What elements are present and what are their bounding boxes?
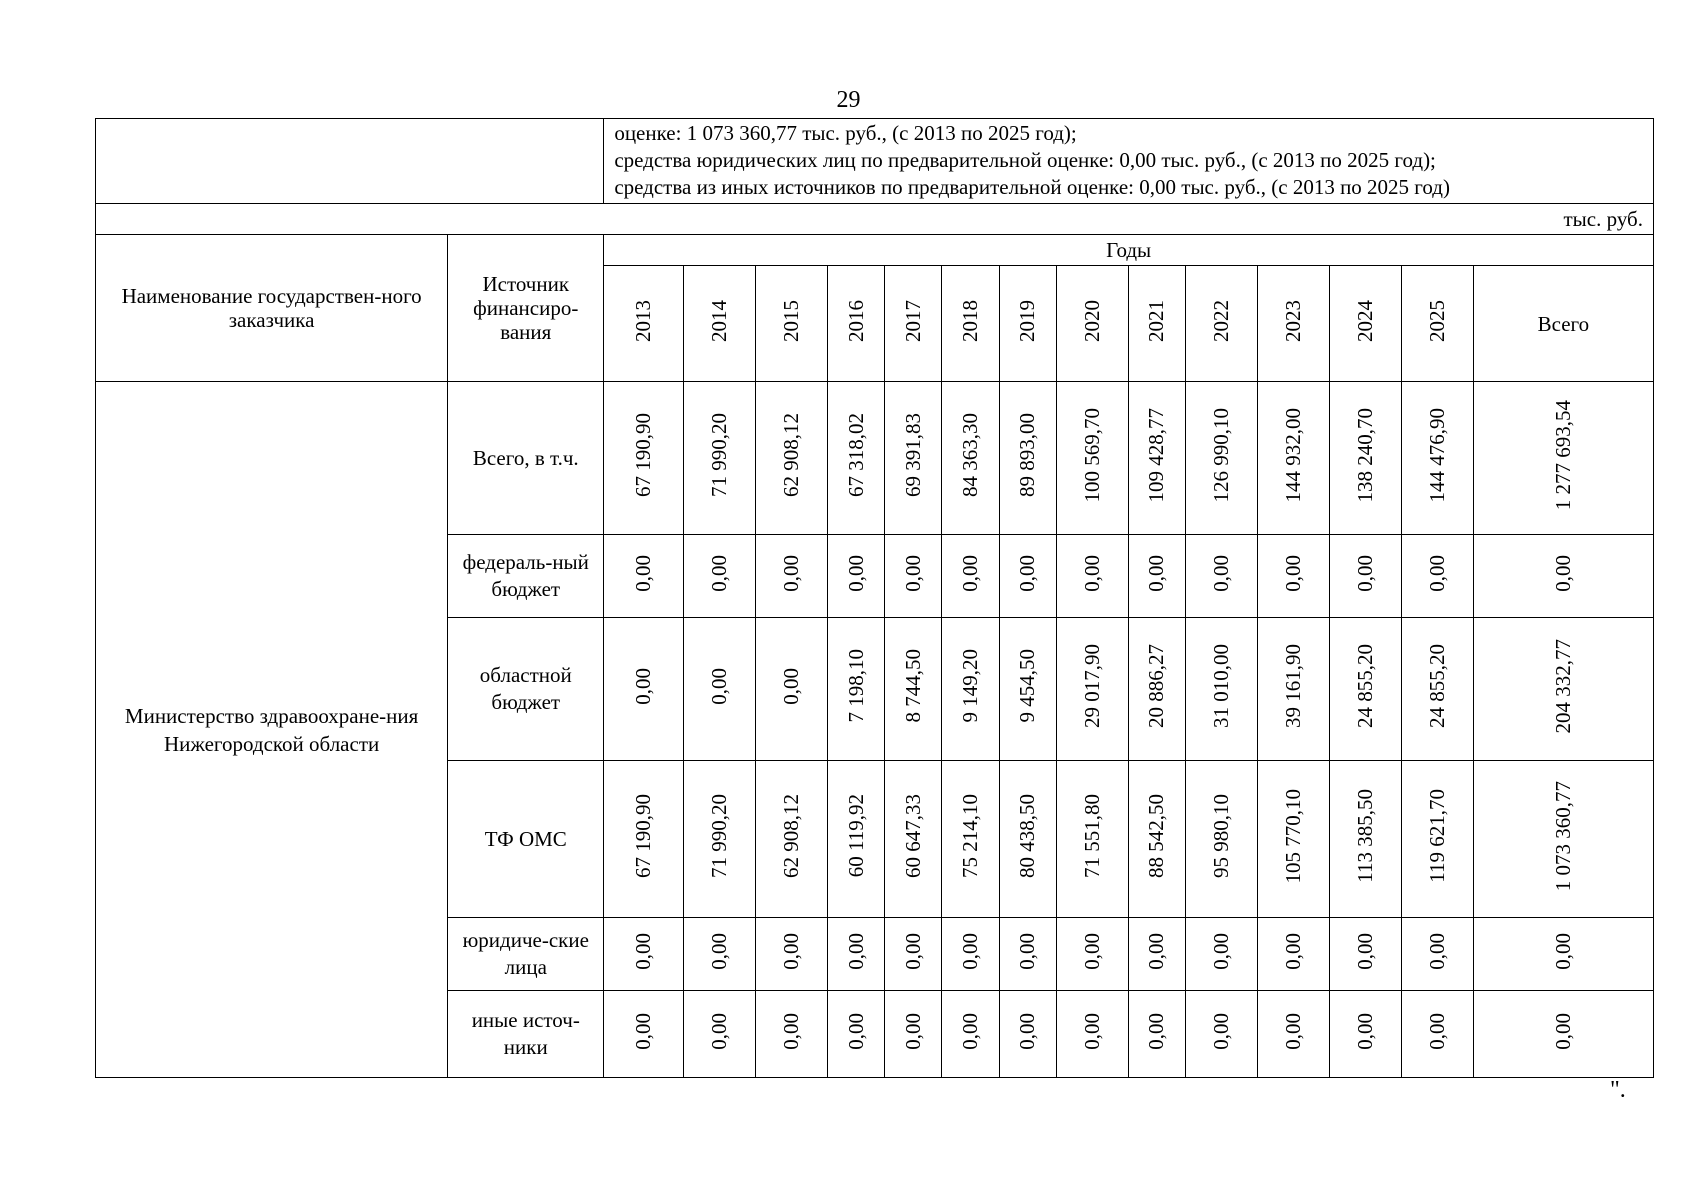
value-text: 24 855,20 [1424,644,1449,728]
unit-row [96,204,1654,235]
value-cell [1128,918,1185,991]
customer-name: Министерство здравоохране-ния Нижегородской области [96,382,448,1078]
total-value: 0,00 [1550,932,1575,970]
value-text: 109 428,77 [1144,407,1169,503]
intro-line: средства из иных источников по предварительной оценке: 0,00 тыс. руб., (с 2013 по 2025 год) [614,175,1450,199]
value-text: 75 214,10 [958,794,982,878]
value-text: 138 240,70 [1352,407,1377,503]
year-label: 2019 [1015,299,1040,342]
source-column-header: Источник финансиро-вания [448,235,604,382]
total-value: 0,00 [1550,554,1575,592]
year-label: 2015 [779,299,804,342]
value-cell [1056,618,1128,761]
value-text: 84 363,30 [958,413,982,497]
value-cell [1128,382,1185,535]
value-text: 60 647,33 [900,794,925,878]
value-cell [1257,382,1329,535]
value-text: 105 770,10 [1280,788,1305,884]
value-text: 39 161,90 [1280,644,1305,728]
value-text: 0,00 [1144,554,1169,592]
year-header-cell [885,266,942,382]
intro-line: средства юридических лиц по предварительной оценке: 0,00 тыс. руб., (с 2013 по 2025 год); [614,148,1436,172]
year-label: 2021 [1144,299,1169,342]
year-header-cell [756,266,828,382]
year-header-cell [684,266,756,382]
value-text: 0,00 [707,1012,732,1050]
value-cell [1128,535,1185,618]
year-header-cell [1056,266,1128,382]
total-cell [1473,382,1653,535]
year-header-cell [604,266,684,382]
value-text: 0,00 [631,932,656,970]
value-text: 88 542,50 [1144,794,1169,878]
value-cell [604,535,684,618]
value-text: 89 893,00 [1015,413,1040,497]
value-cell [1185,761,1257,918]
value-text: 0,00 [631,1012,656,1050]
value-cell [604,382,684,535]
value-cell [1128,618,1185,761]
value-cell [999,918,1056,991]
value-cell [828,382,885,535]
value-cell [604,618,684,761]
value-text: 0,00 [958,554,982,592]
value-text: 0,00 [843,554,868,592]
year-header-cell [1401,266,1473,382]
value-cell [1329,618,1401,761]
value-cell [885,918,942,991]
value-text: 0,00 [1015,932,1040,970]
year-label: 2023 [1280,299,1305,342]
total-cell [1473,761,1653,918]
value-text: 0,00 [1424,554,1449,592]
value-text: 0,00 [1144,932,1169,970]
year-label: 2018 [958,299,982,342]
value-text: 0,00 [1015,1012,1040,1050]
value-cell [1128,991,1185,1078]
value-text: 71 551,80 [1079,794,1104,878]
value-text: 0,00 [958,1012,982,1050]
value-text: 0,00 [1015,554,1040,592]
value-cell [1257,918,1329,991]
intro-row [96,119,1654,204]
closing-mark: ". [1610,1077,1626,1103]
value-cell [1329,918,1401,991]
value-text: 0,00 [707,667,732,705]
value-cell [1329,382,1401,535]
year-header-cell [1257,266,1329,382]
years-group-header: Годы [604,235,1654,266]
value-text: 0,00 [1079,932,1104,970]
value-cell [828,918,885,991]
value-cell [756,382,828,535]
value-text: 7 198,10 [843,649,868,723]
value-text: 80 438,50 [1015,794,1040,878]
value-text: 0,00 [779,932,804,970]
value-cell [684,761,756,918]
value-cell [942,535,999,618]
value-cell [1056,918,1128,991]
value-cell [1329,535,1401,618]
funding-source: юридиче-ские лица [448,918,604,991]
value-cell [684,382,756,535]
funding-source: федераль-ный бюджет [448,535,604,618]
total-cell [1473,618,1653,761]
year-label: 2014 [707,299,732,342]
value-cell [1329,991,1401,1078]
value-cell [684,991,756,1078]
year-header-cell [999,266,1056,382]
year-label: 2020 [1079,299,1104,342]
value-cell [1401,535,1473,618]
year-label: 2017 [900,299,925,342]
year-label: 2025 [1424,299,1449,342]
value-text: 60 119,92 [843,794,868,878]
year-header-cell [1185,266,1257,382]
value-cell [1401,918,1473,991]
value-text: 0,00 [958,932,982,970]
value-text: 100 569,70 [1079,407,1104,503]
value-text: 0,00 [1280,554,1305,592]
value-cell [885,991,942,1078]
total-value: 1 277 693,54 [1550,399,1575,511]
value-cell [999,382,1056,535]
value-text: 71 990,20 [707,794,732,878]
value-text: 0,00 [779,554,804,592]
value-text: 0,00 [631,554,656,592]
total-value: 204 332,77 [1550,638,1575,734]
value-cell [756,991,828,1078]
value-text: 0,00 [1352,554,1377,592]
value-text: 0,00 [900,554,925,592]
value-cell [604,991,684,1078]
value-cell [1185,918,1257,991]
value-cell [1128,761,1185,918]
value-text: 113 385,50 [1352,789,1377,883]
value-text: 0,00 [1424,1012,1449,1050]
year-header-cell [1128,266,1185,382]
funding-source: Всего, в т.ч. [448,382,604,535]
value-cell [885,618,942,761]
customer-column-header: Наименование государствен-ного заказчика [96,235,448,382]
value-text: 0,00 [1208,1012,1233,1050]
value-text: 8 744,50 [900,649,925,723]
page-number: 29 [836,87,861,113]
value-text: 0,00 [1352,932,1377,970]
value-cell [999,991,1056,1078]
table-row [96,382,1654,535]
value-text: 67 190,90 [631,413,656,497]
value-text: 0,00 [1280,932,1305,970]
year-header-cell [1329,266,1401,382]
value-text: 0,00 [631,667,656,705]
value-cell [756,535,828,618]
value-text: 20 886,27 [1144,644,1169,728]
value-cell [1257,761,1329,918]
value-cell [885,535,942,618]
header-row-1 [96,235,1654,266]
value-text: 0,00 [1208,932,1233,970]
intro-text-cell [604,119,1654,204]
value-cell [828,991,885,1078]
value-cell [1185,991,1257,1078]
year-label: 2024 [1352,299,1377,342]
value-cell [1257,991,1329,1078]
value-text: 31 010,00 [1208,644,1233,728]
value-cell [1329,761,1401,918]
value-cell [942,618,999,761]
value-cell [999,618,1056,761]
value-text: 119 621,70 [1424,789,1449,883]
value-cell [885,382,942,535]
total-value: 0,00 [1550,1012,1575,1050]
value-cell [1056,761,1128,918]
value-cell [1257,618,1329,761]
value-cell [684,535,756,618]
total-cell [1473,991,1653,1078]
intro-line: оценке: 1 073 360,77 тыс. руб., (с 2013 по 2025 год); [614,121,1077,145]
value-text: 71 990,20 [707,413,732,497]
intro-empty-cell [96,119,604,204]
value-text: 62 908,12 [779,413,804,497]
value-cell [1401,991,1473,1078]
value-text: 24 855,20 [1352,644,1377,728]
value-cell [1401,618,1473,761]
value-text: 0,00 [1280,1012,1305,1050]
value-text: 67 318,02 [843,413,868,497]
value-cell [942,918,999,991]
year-header-cell [942,266,999,382]
value-text: 0,00 [1079,1012,1104,1050]
year-label: 2013 [631,299,656,342]
value-cell [1056,382,1128,535]
value-cell [1185,618,1257,761]
value-text: 0,00 [843,932,868,970]
value-text: 62 908,12 [779,794,804,878]
financing-table [95,118,1654,1078]
value-cell [756,618,828,761]
funding-source: ТФ ОМС [448,761,604,918]
value-cell [1257,535,1329,618]
value-text: 144 932,00 [1280,407,1305,503]
year-label: 2016 [843,299,868,342]
total-value: 1 073 360,77 [1550,780,1575,892]
funding-source: иные источ-ники [448,991,604,1078]
value-cell [1185,382,1257,535]
value-cell [756,761,828,918]
total-cell [1473,535,1653,618]
value-cell [1401,382,1473,535]
value-text: 67 190,90 [631,794,656,878]
value-text: 0,00 [900,1012,925,1050]
value-cell [756,918,828,991]
unit-label: тыс. руб. [96,204,1654,235]
value-text: 69 391,83 [900,413,925,497]
value-text: 0,00 [779,1012,804,1050]
value-text: 0,00 [1352,1012,1377,1050]
value-cell [999,761,1056,918]
funding-source: областной бюджет [448,618,604,761]
value-text: 0,00 [707,932,732,970]
year-header-cell [828,266,885,382]
value-cell [684,618,756,761]
value-cell [942,761,999,918]
value-text: 0,00 [843,1012,868,1050]
total-column-header: Всего [1473,266,1653,382]
table-body [96,382,1654,1078]
value-cell [1185,535,1257,618]
value-text: 126 990,10 [1208,407,1233,503]
value-text: 144 476,90 [1424,407,1449,503]
year-label: 2022 [1208,299,1233,342]
value-cell [885,761,942,918]
value-text: 9 454,50 [1015,649,1040,723]
value-cell [942,991,999,1078]
value-text: 0,00 [1079,554,1104,592]
value-cell [1056,991,1128,1078]
value-cell [1056,535,1128,618]
value-text: 0,00 [707,554,732,592]
value-text: 0,00 [1144,1012,1169,1050]
value-cell [604,761,684,918]
value-text: 0,00 [779,667,804,705]
value-cell [828,535,885,618]
value-cell [1401,761,1473,918]
value-cell [942,382,999,535]
value-text: 0,00 [1208,554,1233,592]
value-cell [828,618,885,761]
value-text: 95 980,10 [1208,794,1233,878]
value-cell [684,918,756,991]
value-text: 0,00 [1424,932,1449,970]
total-cell [1473,918,1653,991]
value-text: 0,00 [900,932,925,970]
value-cell [828,761,885,918]
value-text: 9 149,20 [958,649,982,723]
value-cell [604,918,684,991]
value-cell [999,535,1056,618]
value-text: 29 017,90 [1079,644,1104,728]
